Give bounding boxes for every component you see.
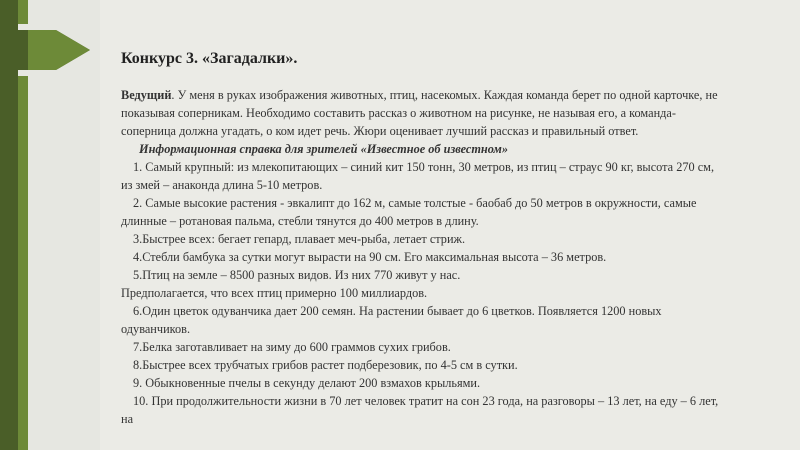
intro-text: . У меня в руках изображения животных, птиц, насекомых. Каждая команда берет по одной карточке, не показывая соперникам. Необходимо составить рассказ о животном на рисунке, не называя его, а команда-соперница должна угадать, о ком идет речь. Жюри оценивает лучший рассказ и правильный ответ. bbox=[121, 88, 718, 138]
list-item: 8.Быстрее всех трубчатых грибов растет подберезовик, по 4-5 см в сутки. bbox=[133, 358, 518, 372]
decorative-sidebar bbox=[0, 0, 100, 450]
birds-note: Предполагается, что всех птиц примерно 100 миллиардов. bbox=[121, 286, 428, 300]
intro-paragraph bbox=[121, 86, 721, 140]
list-item: 2. Самые высокие растения - эвкалипт до 162 м, самые толстые - баобаб до 50 метров в окружности, самые длинные – ротановая пальма, стебли тянутся до 400 метров в длину. bbox=[121, 196, 697, 228]
list-item: 5.Птиц на земле – 8500 разных видов. Из них 770 живут у нас. bbox=[133, 268, 461, 282]
slide-title: Конкурс 3. «Загадалки». bbox=[121, 50, 298, 67]
list-item: 3.Быстрее всех: бегает гепард, плавает меч-рыба, летает стриж. bbox=[133, 232, 466, 246]
list-item: 4.Стебли бамбука за сутки могут вырасти на 90 см. Его максимальная высота – 36 метров. bbox=[133, 250, 607, 264]
leader-label: Ведущий bbox=[121, 88, 172, 102]
list-item: 9. Обыкновенные пчелы в секунду делают 200 взмахов крыльями. bbox=[133, 376, 481, 390]
slide-content bbox=[121, 50, 721, 428]
list-item: 7.Белка заготавливает на зиму до 600 граммов сухих грибов. bbox=[133, 340, 451, 354]
info-subheading: Информационная справка для зрителей «Известное об известном» bbox=[139, 142, 508, 156]
list-item: 10. При продолжительности жизни в 70 лет человек тратит на сон 23 года, на разговоры – 13 лет, на еду – 6 лет, на bbox=[121, 394, 719, 426]
arrow-decoration-icon bbox=[0, 0, 110, 90]
list-item: 6.Один цветок одуванчика дает 200 семян. На растении бывает до 6 цветков. Появляется 1200 новых одуванчиков. bbox=[121, 304, 662, 336]
list-item: 1. Самый крупный: из млекопитающих – синий кит 150 тонн, 30 метров, из птиц – страус 90 кг, высота 270 см, из змей – анаконда длина 5-10 метров. bbox=[121, 160, 715, 192]
